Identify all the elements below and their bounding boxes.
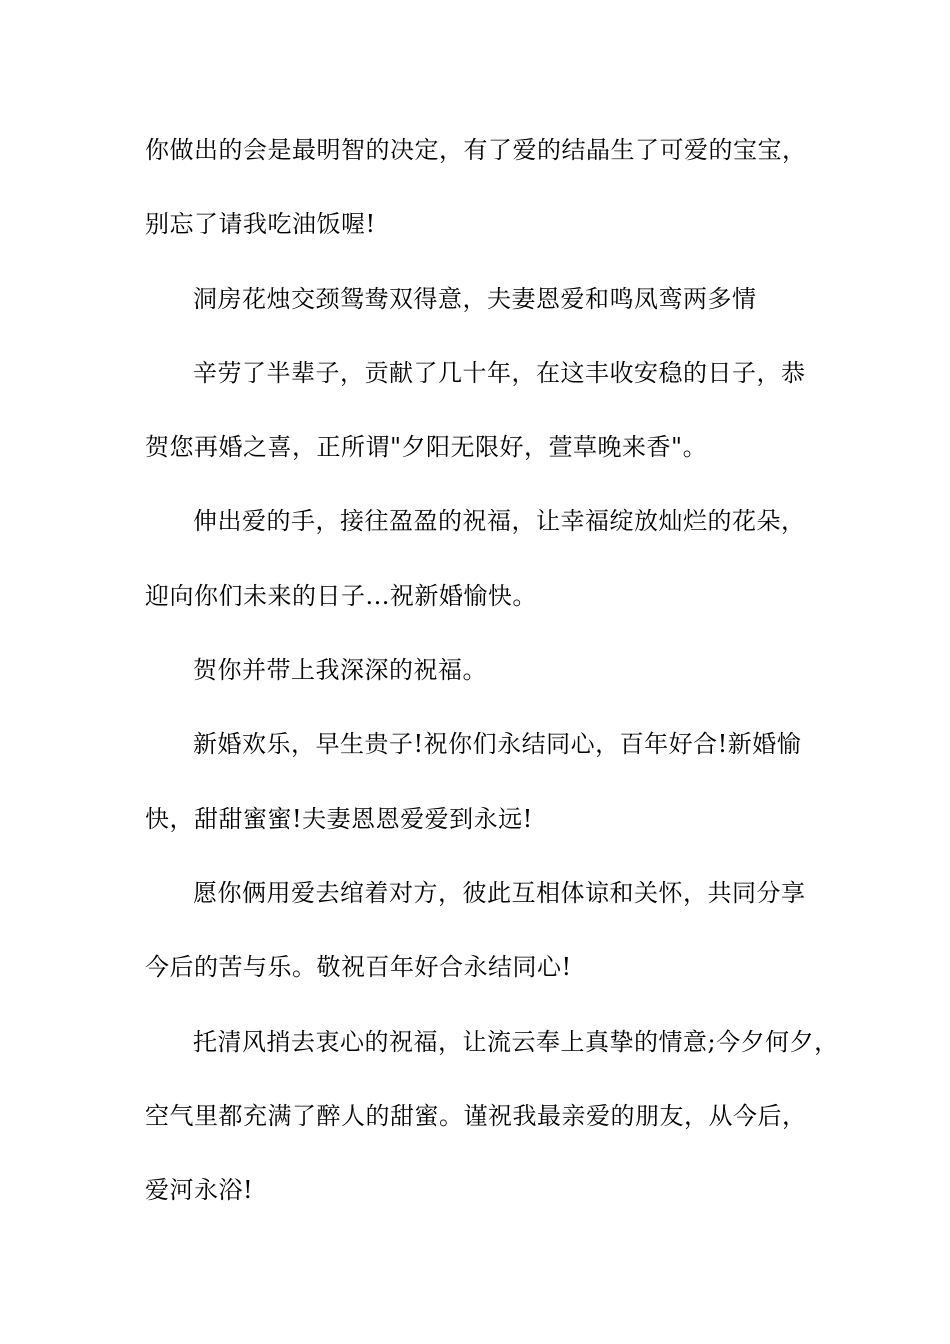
paragraph-start-line: 伸出爱的手，接往盈盈的祝福，让幸福绽放灿烂的花朵，: [193, 507, 806, 535]
text-line: 空气里都充满了醉人的甜蜜。谨祝我最亲爱的朋友，从今后，: [145, 1102, 807, 1130]
text-line: 迎向你们未来的日子...祝新婚愉快。: [145, 582, 537, 610]
paragraph-start-line: 贺你并带上我深深的祝福。: [193, 656, 487, 684]
paragraph-start-line: 新婚欢乐，早生贵子!祝你们永结同心，百年好合!新婚愉: [193, 730, 802, 758]
paragraph-start-line: 愿你俩用爱去绾着对方，彼此互相体谅和关怀，共同分享: [193, 879, 806, 907]
text-line: 今后的苦与乐。敬祝百年好合永结同心!: [145, 953, 572, 981]
text-line: 别忘了请我吃油饭喔!: [145, 210, 376, 238]
paragraph-start-line: 辛劳了半辈子，贡献了几十年，在这丰收安稳的日子，恭: [193, 359, 806, 387]
paragraph-start-line: 托清风捎去衷心的祝福，让流云奉上真挚的情意;今夕何夕，: [193, 1028, 839, 1056]
text-line: 爱河永浴!: [145, 1176, 254, 1204]
text-line: 快，甜甜蜜蜜!夫妻恩恩爱爱到永远!: [145, 805, 533, 833]
text-line: 贺您再婚之喜，正所谓"夕阳无限好，萱草晚来香"。: [145, 433, 708, 461]
paragraph-start-line: 洞房花烛交颈鸳鸯双得意，夫妻恩爱和鸣凤鸾两多情: [193, 285, 757, 313]
text-line: 你做出的会是最明智的决定，有了爱的结晶生了可爱的宝宝，: [145, 136, 807, 164]
